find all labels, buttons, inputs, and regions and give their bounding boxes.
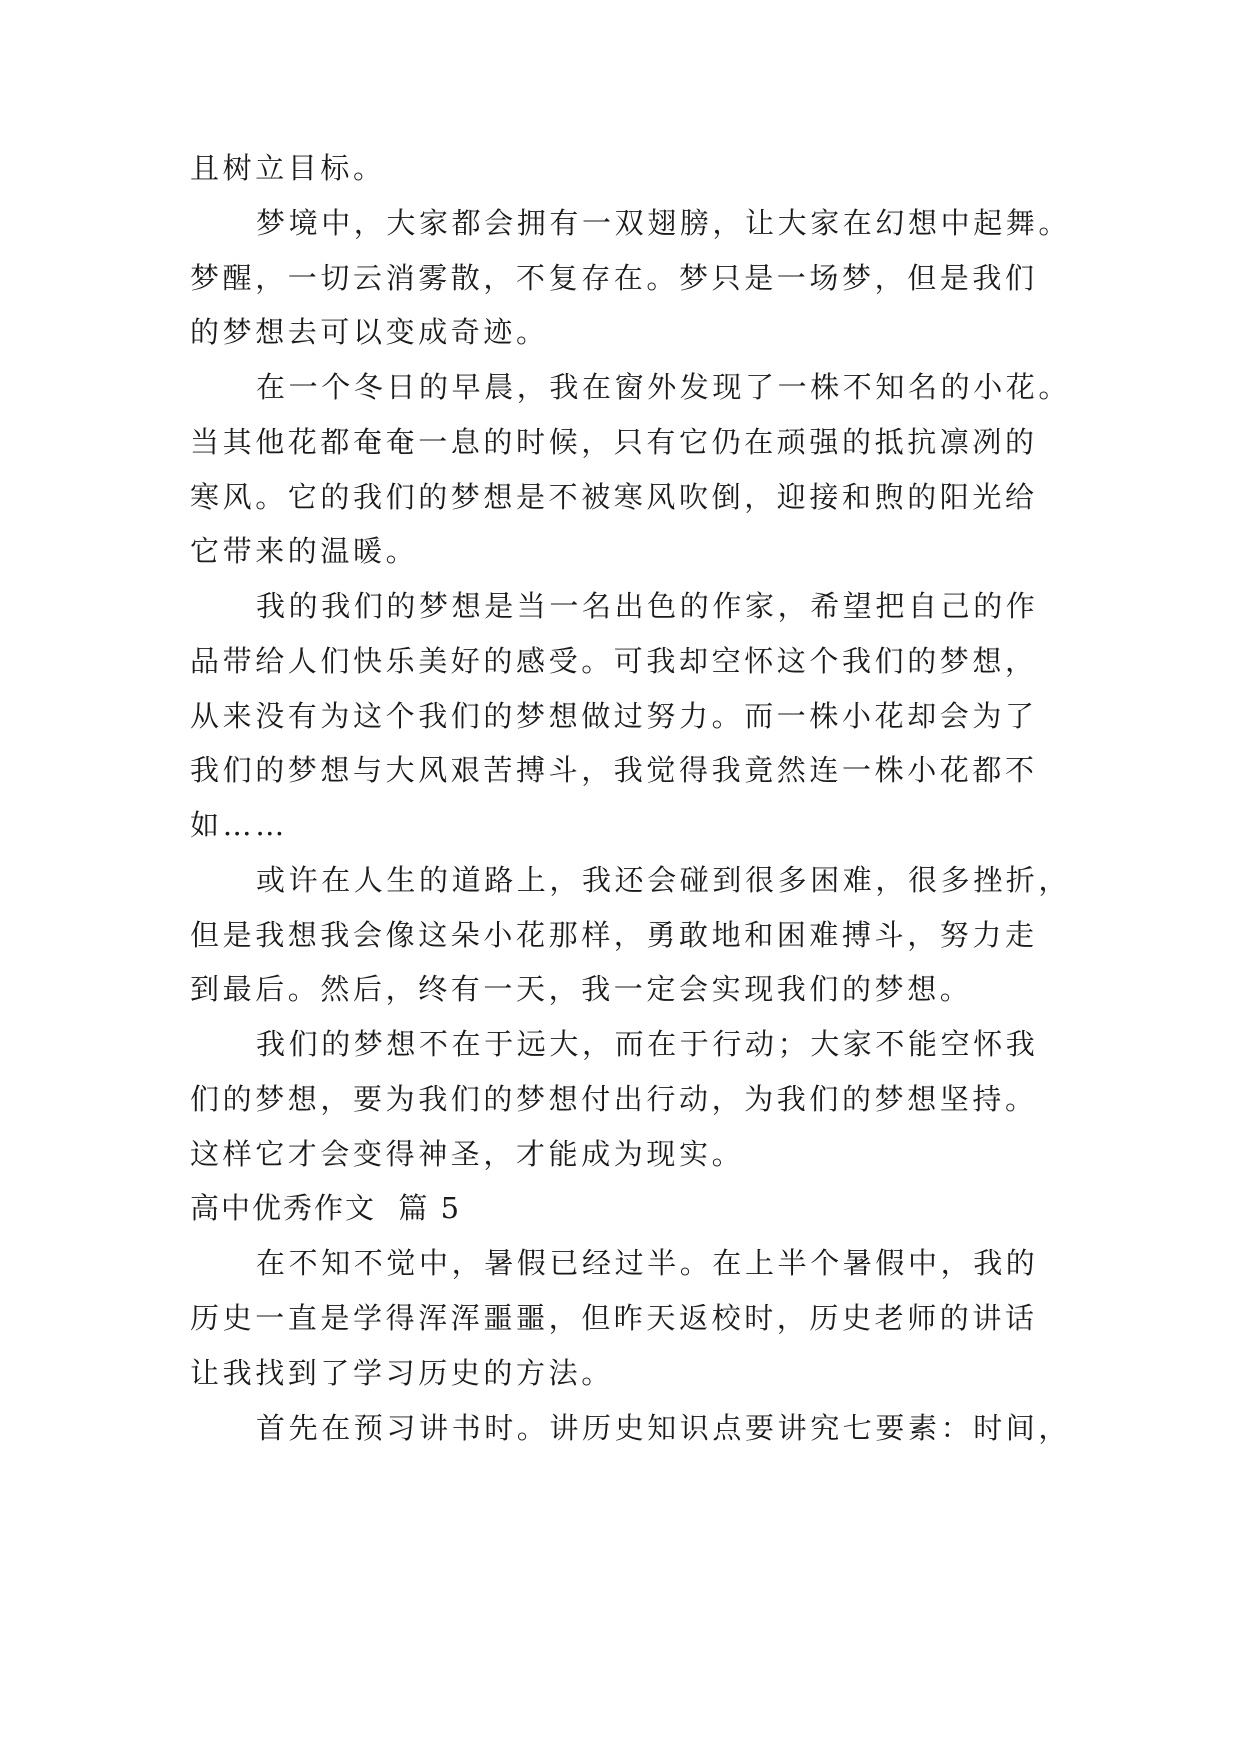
text-line: 在不知不觉中，暑假已经过半。在上半个暑假中，我的: [256, 1246, 1039, 1280]
text-line: 如……: [190, 808, 288, 842]
text-line: 但是我想我会像这朵小花那样，勇敢地和困难搏斗，努力走: [190, 918, 1038, 952]
text-line: 梦醒，一切云消雾散，不复存在。梦只是一场梦，但是我们: [190, 261, 1038, 295]
section-heading: 高中优秀作文 篇 5: [190, 1191, 462, 1225]
text-line: 且树立目标。: [190, 151, 386, 185]
text-line: 我的我们的梦想是当一名出色的作家，希望把自己的作: [256, 589, 1039, 623]
text-line: 在一个冬日的早晨，我在窗外发现了一株不知名的小花。: [256, 370, 1072, 404]
text-line: 的梦想去可以变成奇迹。: [190, 315, 549, 349]
text-line: 这样它才会变得神圣，才能成为现实。: [190, 1137, 745, 1171]
text-line: 它带来的温暖。: [190, 534, 419, 568]
text-line: 历史一直是学得浑浑噩噩，但昨天返校时，历史老师的讲话: [190, 1301, 1038, 1335]
text-line: 我们的梦想不在于远大，而在于行动；大家不能空怀我: [256, 1027, 1039, 1061]
text-line: 寒风。它的我们的梦想是不被寒风吹倒，迎接和煦的阳光给: [190, 480, 1038, 514]
text-line: 首先在预习讲书时。讲历史知识点要讲究七要素：时间，: [256, 1411, 1072, 1445]
text-line: 到最后。然后，终有一天，我一定会实现我们的梦想。: [190, 972, 973, 1006]
text-line: 品带给人们快乐美好的感受。可我却空怀这个我们的梦想，: [190, 644, 1038, 678]
text-line: 们的梦想，要为我们的梦想付出行动，为我们的梦想坚持。: [190, 1082, 1038, 1116]
text-line: 从来没有为这个我们的梦想做过努力。而一株小花却会为了: [190, 699, 1038, 733]
text-line: 当其他花都奄奄一息的时候，只有它仍在顽强的抵抗凛冽的: [190, 425, 1038, 459]
text-line: 我们的梦想与大风艰苦搏斗，我觉得我竟然连一株小花都不: [190, 753, 1038, 787]
text-line: 梦境中，大家都会拥有一双翅膀，让大家在幻想中起舞。: [256, 206, 1072, 240]
text-line: 或许在人生的道路上，我还会碰到很多困难，很多挫折，: [256, 863, 1072, 897]
text-line: 让我找到了学习历史的方法。: [190, 1356, 614, 1390]
